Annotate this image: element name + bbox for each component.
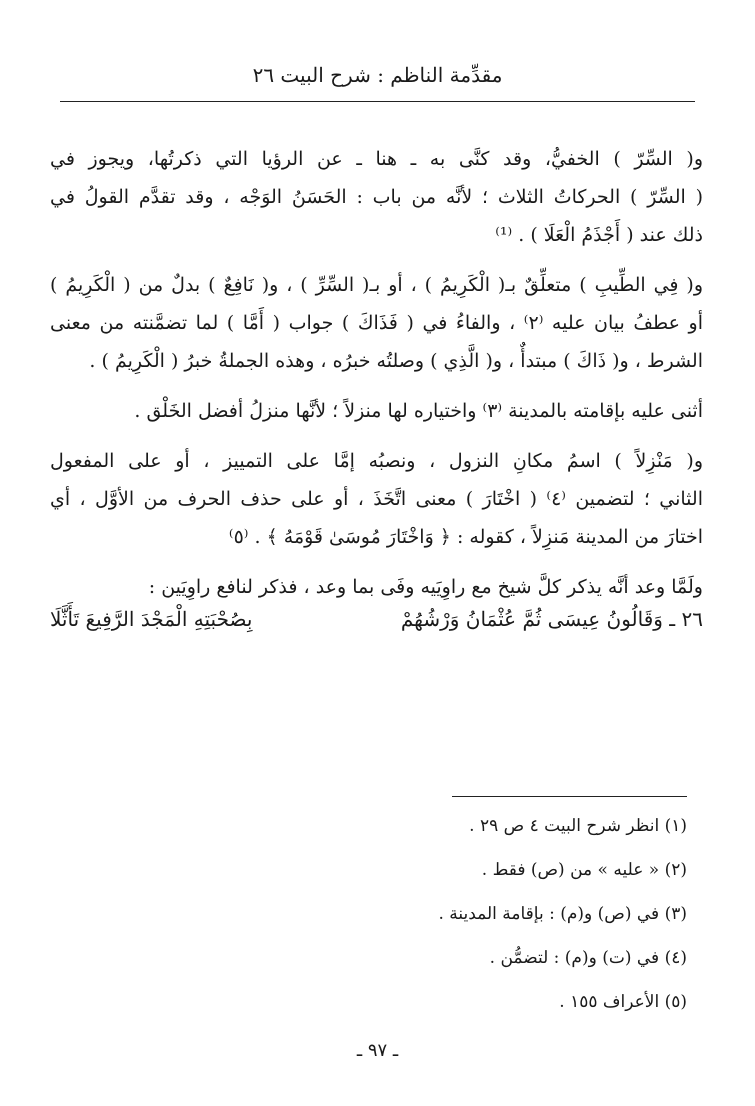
poem-verse <box>50 602 703 636</box>
footnote: (٣) في (ص) و(م) : بإقامة المدينة . <box>438 904 687 924</box>
text-line: و( السِّرّ ) الخفيُّ، وقد كنَّى به ـ هنا ـ عن الرؤيا التي ذكرتُها، ويجوز في <box>50 148 703 170</box>
footnote: (٥) الأعراف ١٥٥ . <box>559 992 687 1012</box>
paragraph-2 <box>50 266 703 380</box>
verse-first-hemistich: ٢٦ ـ وَقَالُونُ عِيسَى ثُمَّ عُثْمَانُ وَرْشُهُمْ <box>400 607 703 631</box>
paragraph-3 <box>50 392 703 430</box>
header-divider <box>60 101 695 102</box>
main-text <box>50 140 703 636</box>
footnotes <box>200 812 687 1032</box>
footnote: (١) انظر شرح البيت ٤ ص ٢٩ . <box>469 816 687 836</box>
footnote: (٤) في (ت) و(م) : لتضمُّن . <box>489 948 687 968</box>
running-head: مقدِّمة الناظم : شرح البيت ٢٦ <box>252 63 503 87</box>
paragraph-4 <box>50 442 703 556</box>
paragraph-5 <box>50 568 703 606</box>
text-line: أثنى عليه بإقامته بالمدينة ⁽٣⁾ واختياره لها منزلاً ؛ لأنَّها منزلُ أفضل الخَلْق . <box>134 400 703 422</box>
text-line: اختارَ من المدينة مَنزِلاً ، كقوله : ﴿ وَاخْتَارَ مُوسَىٰ قَوْمَهُ ﴾ . ⁽٥⁾ <box>228 526 703 548</box>
text-line: الثاني ؛ لتضمين ⁽٤⁾ ( اخْتَارَ ) معنى اتَّخَذَ ، أو على حذف الحرف من الأوَّل ، أي <box>50 488 703 510</box>
text-line: الشرط ، و( ذَاكَ ) مبتدأٌ ، و( الَّذِي ) وصلتُه خبرُه ، وهذه الجملةُ خبرُ ( الْكَرِيمُ ) . <box>89 350 703 372</box>
text-line: ( السِّرّ ) الحركاتُ الثلاث ؛ لأنَّه من باب : الحَسَنُ الوَجْه ، وقد تقدَّم القولُ في <box>50 186 703 208</box>
text-line: و( مَنْزِلاً ) اسمُ مكانِ النزول ، ونصبُه إمَّا على التمييز ، أو على المفعول <box>50 450 703 472</box>
text-line: ذلك عند ( أَجْذَمُ الْعَلَا ) . ⁽¹⁾ <box>495 224 703 246</box>
text-line: ولَمَّا وعد أنَّه يذكر كلَّ شيخ مع راوِيَيه وفَى بما وعد ، فذكر لنافع راوِيَين : <box>148 576 703 598</box>
verse-second-hemistich: بِصُحْبَتِهِ الْمَجْدَ الرَّفِيعَ تَأَثَّلَا <box>50 607 253 631</box>
page-number: ـ ٩٧ ـ <box>356 1040 399 1061</box>
footnote: (٢) « عليه » من (ص) فقط . <box>481 860 687 880</box>
text-line: أو عطفُ بيان عليه ⁽٢⁾ ، والفاءُ في ( فَذَاكَ ) جواب ( أَمَّا ) لما تضمَّنته من معنى <box>50 312 704 334</box>
paragraph-1 <box>50 140 703 254</box>
text-line: و( فِي الطِّيبِ ) متعلِّقٌ بـ( الْكَرِيمُ ) ، أو بـ( السِّرِّ ) ، و( نَافِعٌ ) بدلٌ من ( الْكَرِيمُ ) <box>50 274 703 296</box>
footnote-divider <box>452 796 687 797</box>
